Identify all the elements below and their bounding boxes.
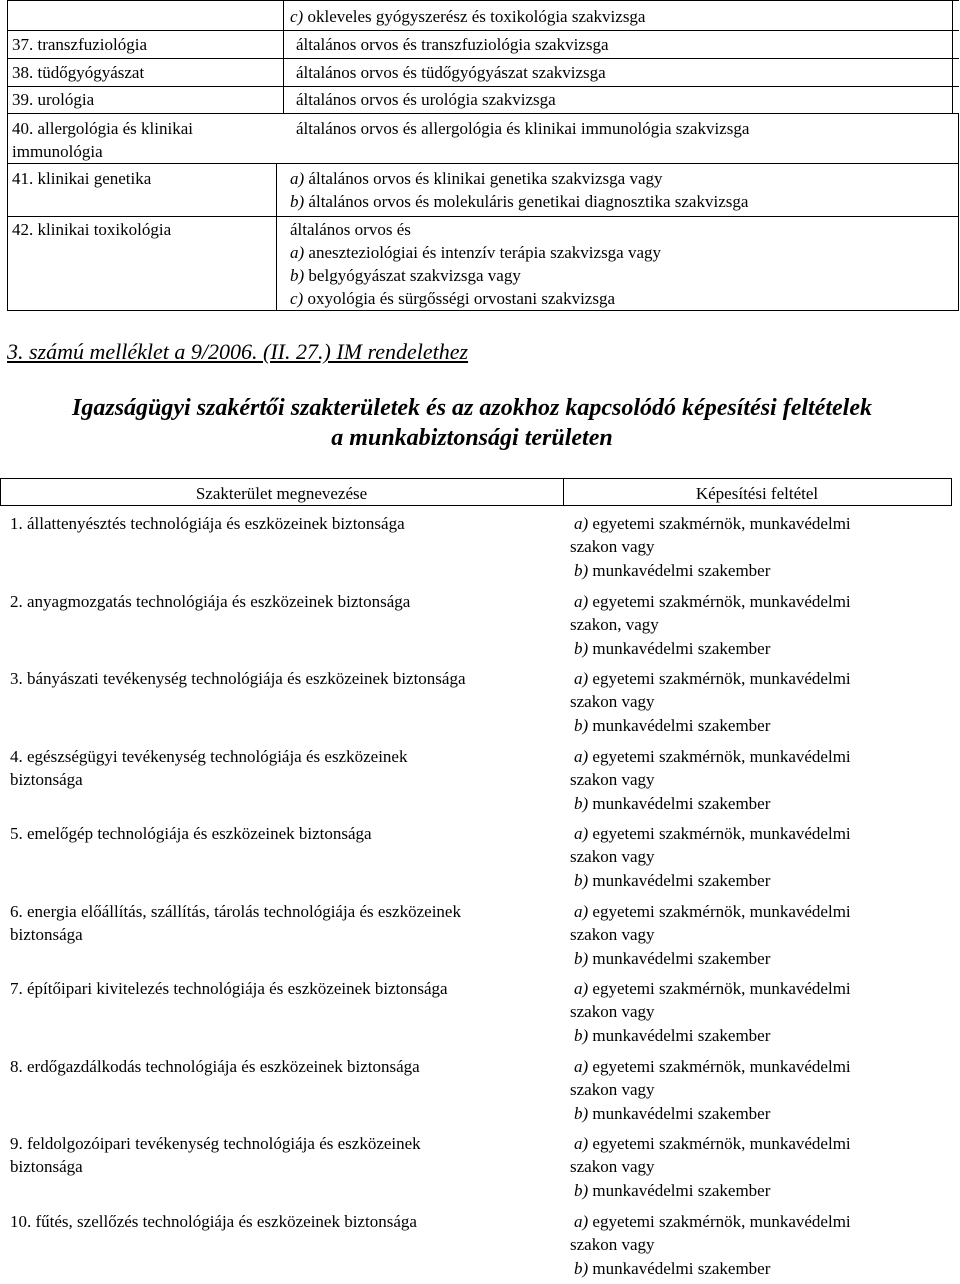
specialty-name: 41. klinikai genetika	[12, 169, 152, 188]
qualification-option: b) munkavédelmi szakember	[574, 871, 771, 890]
table-rule	[958, 113, 959, 311]
table-row	[0, 896, 960, 974]
table-rule	[7, 58, 959, 59]
table-rule	[951, 478, 952, 506]
qualification-option: a) egyetemi szakmérnök, munkavédelmi	[574, 746, 851, 766]
qualification-option: a) egyetemi szakmérnök, munkavédelmi	[574, 1056, 851, 1076]
qualification-option: a) egyetemi szakmérnök, munkavédelmi	[574, 824, 851, 843]
table-rule	[7, 0, 8, 311]
specialty-name-continued: biztonsága	[10, 924, 83, 944]
table-rule	[276, 163, 277, 311]
specialty-name: 38. tüdőgyógyászat	[12, 63, 145, 82]
specialty-name-continued: biztonsága	[10, 1157, 83, 1176]
qualification-option: b) belgyógyászat szakvizsga vagy	[290, 266, 521, 285]
table-row	[0, 663, 960, 741]
specialty-name: 2. anyagmozgatás technológiája és eszközeinek biztonsága	[10, 591, 411, 611]
qualification-option: a) általános orvos és klinikai genetika szakvizsga vagy	[290, 169, 663, 188]
list-marker: a)	[290, 169, 305, 188]
list-marker: a)	[574, 514, 589, 533]
qualification-option-continued: szakon vagy	[570, 692, 655, 711]
qualification-option: a) aneszteziológiai és intenzív terápia szakvizsga vagy	[290, 243, 662, 262]
table-rule	[7, 86, 959, 87]
list-marker: b)	[574, 638, 589, 658]
qualification-text: okleveles gyógyszerész és toxikológia szakvizsga	[307, 7, 646, 26]
qualification-option-continued: szakon vagy	[570, 1234, 655, 1254]
table-row	[290, 5, 645, 28]
list-marker: a)	[574, 1056, 589, 1076]
qualification-text: általános orvos és tüdőgyógyászat szakvizsga	[296, 63, 606, 82]
qualification-option: a) egyetemi szakmérnök, munkavédelmi	[574, 1211, 851, 1231]
qualification-option: a) egyetemi szakmérnök, munkavédelmi	[574, 514, 851, 533]
specialty-name: 3. bányászati tevékenység technológiája és eszközeinek biztonsága	[10, 669, 466, 688]
specialty-name: 37. transzfuziológia	[12, 35, 148, 54]
qualification-text: általános orvos és	[290, 220, 411, 239]
specialty-name: 9. feldolgozóipari tevékenység technológiája és eszközeinek	[10, 1134, 421, 1153]
specialty-name: 7. építőipari kivitelezés technológiája és eszközeinek biztonsága	[10, 979, 448, 998]
qualification-option: a) egyetemi szakmérnök, munkavédelmi	[574, 591, 851, 611]
list-marker: b)	[574, 561, 589, 580]
table-rule	[0, 478, 952, 479]
medical-specialty-table	[7, 0, 959, 311]
list-marker: b)	[574, 871, 589, 890]
list-marker: a)	[574, 824, 589, 843]
list-marker: b)	[574, 716, 589, 735]
list-marker: a)	[574, 1211, 589, 1231]
table-row	[0, 1206, 960, 1284]
list-marker: a)	[574, 591, 589, 611]
qualification-option: b) munkavédelmi szakember	[574, 561, 771, 580]
table-rule	[952, 0, 953, 113]
qualification-option: a) egyetemi szakmérnök, munkavédelmi	[574, 1134, 851, 1153]
qualification-option: a) egyetemi szakmérnök, munkavédelmi	[574, 979, 851, 998]
list-marker: a)	[574, 669, 589, 688]
qualification-option: a) egyetemi szakmérnök, munkavédelmi	[574, 901, 851, 921]
table-rule	[7, 163, 959, 164]
workplace-safety-table	[0, 478, 960, 1284]
list-marker: b)	[290, 192, 305, 211]
qualification-option-continued: szakon vagy	[570, 537, 655, 556]
page-title	[7, 393, 937, 453]
qualification-text: általános orvos és transzfuziológia szakvizsga	[296, 35, 609, 54]
qualification-option: a) egyetemi szakmérnök, munkavédelmi	[574, 669, 851, 688]
qualification-option-continued: szakon vagy	[570, 769, 655, 789]
list-marker: b)	[574, 1258, 589, 1278]
specialty-name: 10. fűtés, szellőzés technológiája és eszközeinek biztonsága	[10, 1211, 417, 1231]
qualification-option-continued: szakon vagy	[570, 1157, 655, 1176]
qualification-option: b) munkavédelmi szakember	[574, 716, 771, 735]
specialty-name-continued: biztonsága	[10, 769, 83, 789]
list-marker: b)	[574, 1026, 589, 1045]
table-row	[0, 586, 960, 664]
qualification-option: b) munkavédelmi szakember	[574, 948, 771, 968]
specialty-name: 4. egészségügyi tevékenység technológiája és eszközeinek	[10, 746, 408, 766]
qualification-option-continued: szakon vagy	[570, 924, 655, 944]
specialty-name: 8. erdőgazdálkodás technológiája és eszközeinek biztonsága	[10, 1056, 420, 1076]
column-header-specialty: Szakterület megnevezése	[195, 484, 368, 503]
table-row	[0, 508, 960, 586]
specialty-name: 40. allergológia és klinikai	[12, 119, 193, 138]
list-marker: b)	[574, 793, 589, 813]
qualification-option: b) munkavédelmi szakember	[574, 1103, 771, 1123]
qualification-text: általános orvos és allergológia és klinikai immunológia szakvizsga	[296, 119, 750, 138]
list-marker: b)	[290, 266, 305, 285]
specialty-name: 1. állattenyésztés technológiája és eszközeinek biztonsága	[10, 514, 405, 533]
table-row	[0, 973, 960, 1051]
table-rule	[7, 113, 959, 114]
specialty-name: 39. urológia	[12, 90, 95, 109]
specialty-name: 42. klinikai toxikológia	[12, 220, 172, 239]
title-line: Igazságügyi szakértői szakterületek és az azokhoz kapcsolódó képesítési feltételek	[72, 395, 872, 421]
table-rule	[7, 0, 959, 1]
qualification-option: b) munkavédelmi szakember	[574, 1258, 771, 1278]
table-row	[0, 1128, 960, 1206]
qualification-option: b) munkavédelmi szakember	[574, 638, 771, 658]
list-marker: a)	[574, 1134, 589, 1153]
list-marker: a)	[290, 243, 305, 262]
qualification-option-continued: szakon vagy	[570, 1079, 655, 1099]
list-marker: a)	[574, 979, 589, 998]
list-marker: b)	[574, 1103, 589, 1123]
list-marker: a)	[574, 746, 589, 766]
specialty-name: 5. emelőgép technológiája és eszközeinek biztonsága	[10, 824, 372, 843]
qualification-option: b) általános orvos és molekuláris genetikai diagnosztika szakvizsga	[290, 192, 749, 211]
title-line: a munkabiztonsági területen	[331, 425, 613, 451]
column-header-qualification: Képesítési feltétel	[695, 484, 819, 503]
specialty-name: 6. energia előállítás, szállítás, tárolás technológiája és eszközeinek	[10, 901, 461, 921]
qualification-option: b) munkavédelmi szakember	[574, 1026, 771, 1045]
table-rule	[7, 310, 959, 311]
list-marker: c)	[290, 289, 304, 308]
table-row	[0, 1051, 960, 1129]
qualification-option: c) oxyológia és sürgősségi orvostani szakvizsga	[290, 289, 615, 308]
qualification-option-continued: szakon, vagy	[570, 614, 659, 634]
qualification-option-continued: szakon vagy	[570, 847, 655, 866]
table-row	[0, 741, 960, 819]
list-marker: c)	[290, 7, 304, 26]
list-marker: a)	[574, 901, 589, 921]
qualification-option: b) munkavédelmi szakember	[574, 1181, 771, 1200]
table-rule	[0, 505, 952, 506]
table-rule	[7, 30, 959, 31]
specialty-name-continued: immunológia	[12, 142, 103, 161]
list-marker: b)	[574, 1181, 589, 1200]
table-rule	[7, 216, 959, 217]
list-marker: b)	[574, 948, 589, 968]
qualification-text: általános orvos és urológia szakvizsga	[296, 90, 556, 109]
table-row	[0, 818, 960, 896]
table-rule	[283, 0, 284, 113]
annex-reference: 3. számú melléklet a 9/2006. (II. 27.) IM rendelethez	[7, 339, 469, 364]
qualification-option: b) munkavédelmi szakember	[574, 793, 771, 813]
qualification-option-continued: szakon vagy	[570, 1002, 655, 1021]
